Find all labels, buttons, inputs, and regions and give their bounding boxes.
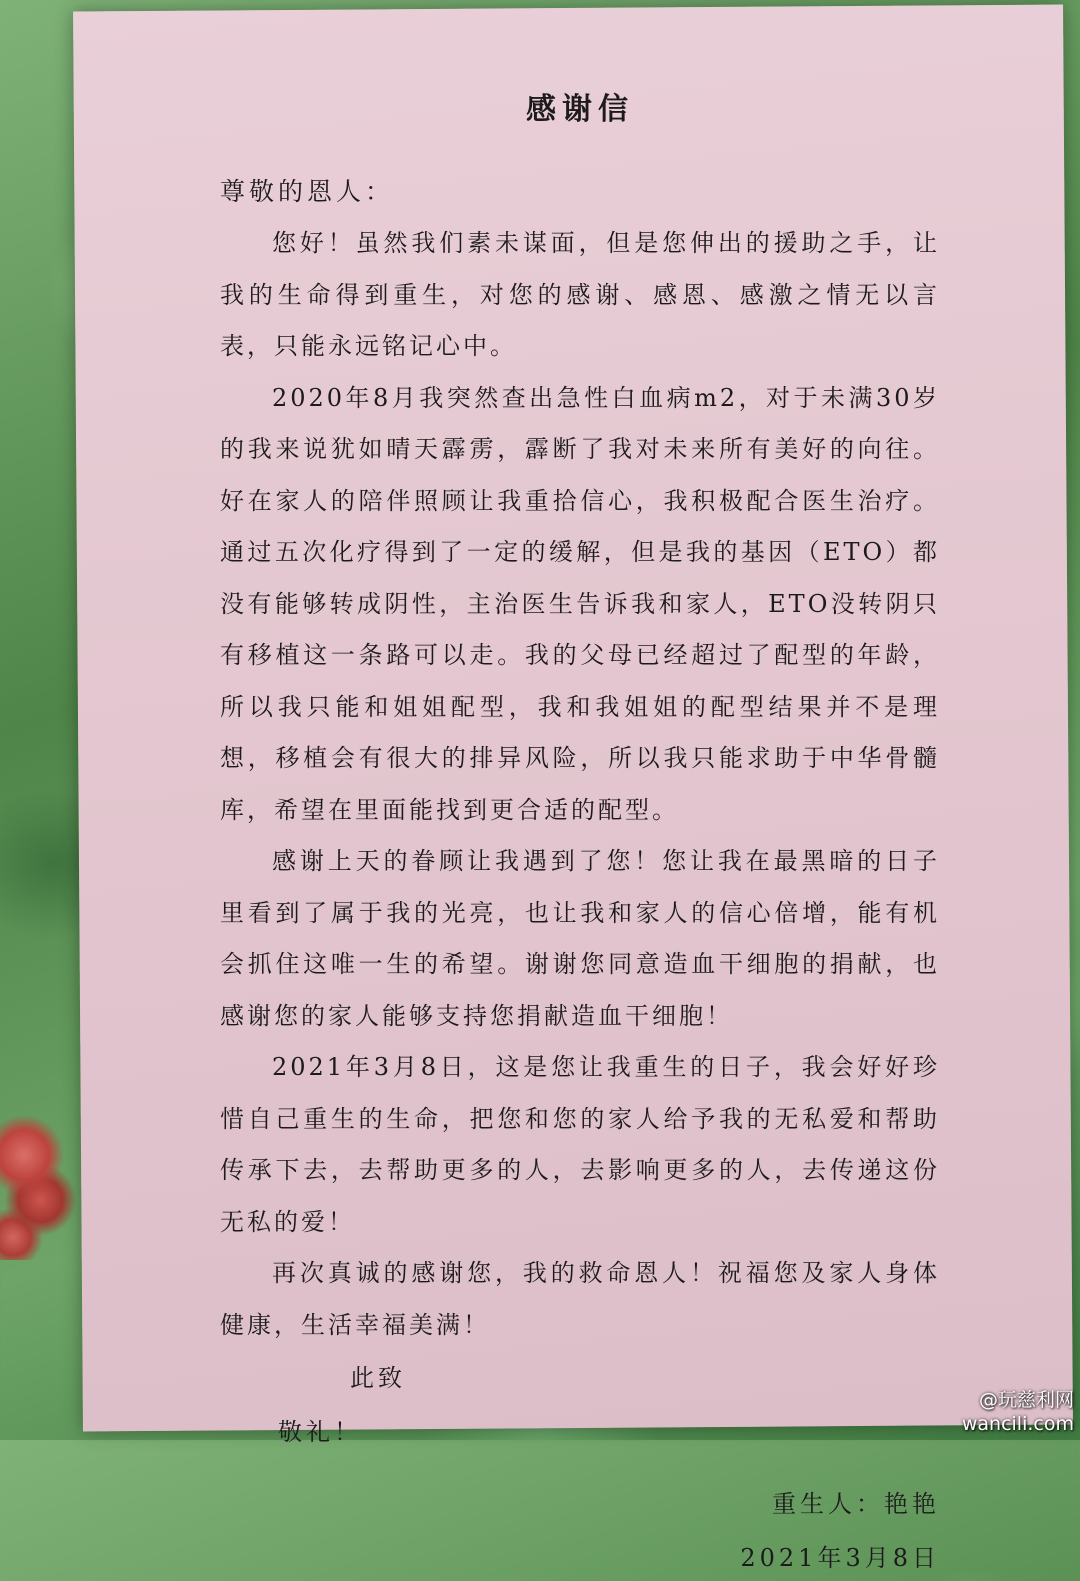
letter-body <box>220 84 940 1581</box>
letter-title: 感谢信 <box>526 92 634 127</box>
watermark-site-url: wancili.com <box>961 1413 1074 1435</box>
letter-paragraph-5: 再次真诚的感谢您，我的救命恩人！祝福您及家人身体健康，生活幸福美满！ <box>220 1259 940 1339</box>
letter-signature: 重生人：艳艳 <box>772 1490 940 1518</box>
letter-closing-ci-zhi: 此致 <box>350 1364 406 1392</box>
letter-paragraph-3: 感谢上天的眷顾让我遇到了您！您让我在最黑暗的日子里看到了属于我的光亮，也让我和家人的信心倍增，能有机会抓住这唯一生的希望。谢谢您同意造血干细胞的捐献，也感谢您的家人能够支持您捐献造血干细胞！ <box>220 847 940 1030</box>
watermark-site-name: @玩慈利网 <box>978 1389 1074 1411</box>
letter-date: 2021年3月8日 <box>740 1544 940 1572</box>
red-flower-decoration <box>0 1110 90 1260</box>
watermark <box>962 1388 1074 1436</box>
letter-paragraph-4: 2021年3月8日，这是您让我重生的日子，我会好好珍惜自己重生的生命，把您和您的家人给予我的无私爱和帮助传承下去，去帮助更多的人，去影响更多的人，去传递这份无私的爱！ <box>220 1053 940 1236</box>
letter-salutation: 尊敬的恩人： <box>220 177 395 206</box>
letter-paragraph-1: 您好！虽然我们素未谋面，但是您伸出的援助之手，让我的生命得到重生，对您的感谢、感恩、感激之情无以言表，只能永远铭记心中。 <box>220 229 940 360</box>
letter-paragraph-2: 2020年8月我突然查出急性白血病m2，对于未满30岁的我来说犹如晴天霹雳，霹断了我对未来所有美好的向往。好在家人的陪伴照顾让我重拾信心，我积极配合医生治疗。通过五次化疗得到了一定的缓解，但是我的基因（ETO）都没有能够转成阴性，主治医生告诉我和家人，ETO没转阴只有移植这一条路可以走。我的父母已经超过了配型的年龄，所以我只能和姐姐配型，我和我姐姐的配型结果并不是理想，移植会有很大的排异风险，所以我只能求助于中华骨髓库，希望在里面能找到更合适的配型。 <box>220 383 940 824</box>
letter-closing-jing-li: 敬礼！ <box>278 1418 362 1446</box>
